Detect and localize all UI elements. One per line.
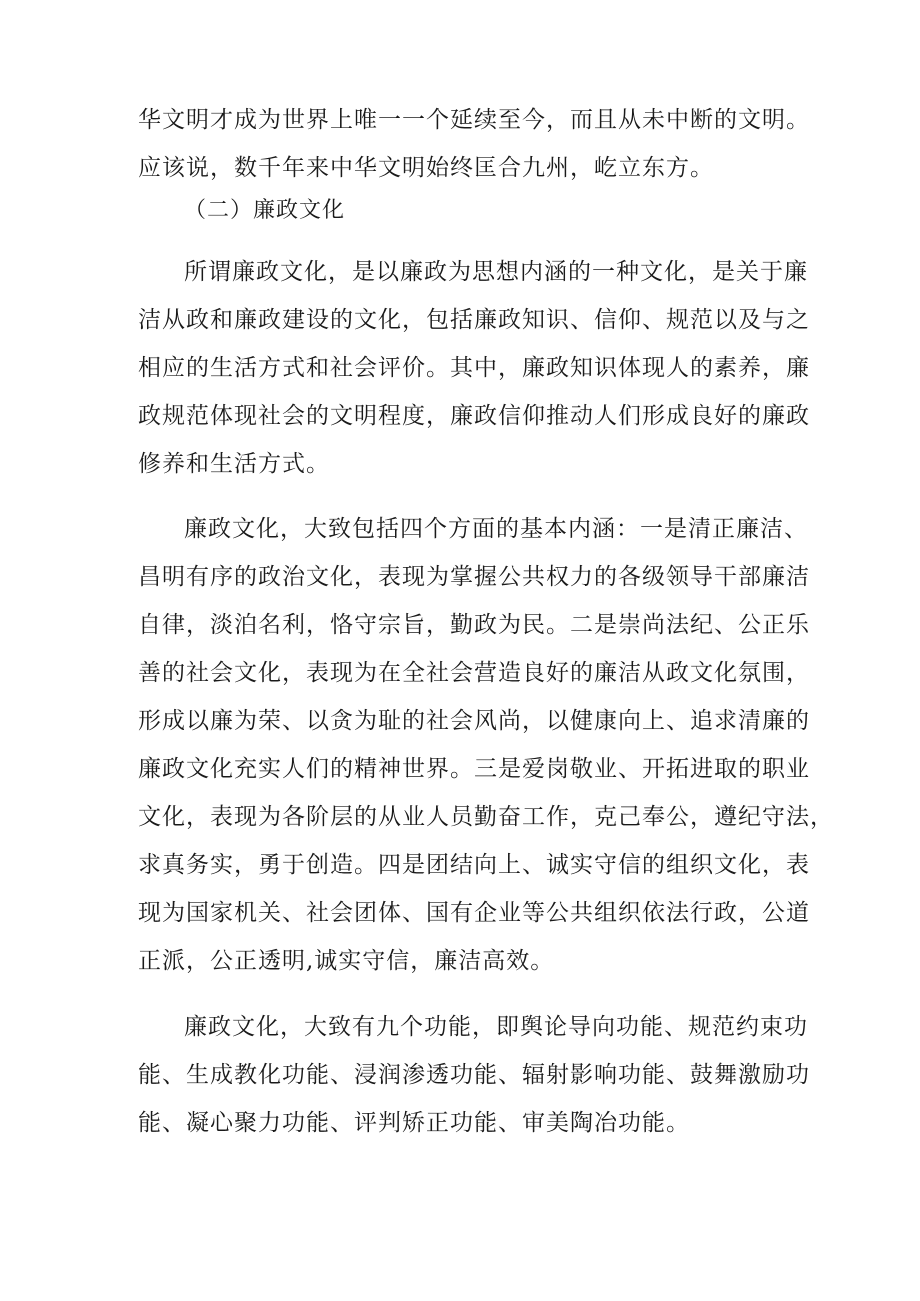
text-line: 廉政文化充实人们的精神世界。三是爱岗敬业、开拓进取的职业 <box>138 756 810 782</box>
text-line: 昌明有序的政治文化，表现为掌握公共权力的各级领导干部廉洁 <box>138 564 810 590</box>
paragraph-functions <box>138 1003 810 1147</box>
text-line: 文化，表现为各阶层的从业人员勤奋工作，克己奉公，遵纪守法， <box>138 804 834 830</box>
text-line: 善的社会文化，表现为在全社会营造良好的廉洁从政文化氛围， <box>138 660 810 686</box>
text-line: 求真务实，勇于创造。四是团结向上、诚实守信的组织文化，表 <box>138 852 810 878</box>
text-line: 政规范体现社会的文明程度，廉政信仰推动人们形成良好的廉政 <box>138 403 810 429</box>
text-line: 自律，淡泊名利，恪守宗旨，勤政为民。二是崇尚法纪、公正乐 <box>138 612 810 638</box>
paragraph-connotations <box>138 505 834 985</box>
text-line: 应该说，数千年来中华文明始终匡合九州，屹立东方。 <box>138 155 714 181</box>
text-line: 形成以廉为荣、以贪为耻的社会风尚，以健康向上、追求清廉的 <box>138 708 810 734</box>
paragraph-continuation <box>138 96 810 192</box>
text-line: 所谓廉政文化，是以廉政为思想内涵的一种文化，是关于廉 <box>184 259 808 285</box>
text-line: 廉政文化，大致有九个功能，即舆论导向功能、规范约束功 <box>184 1014 808 1040</box>
section-heading: （二）廉政文化 <box>184 198 346 223</box>
text-line: 廉政文化，大致包括四个方面的基本内涵：一是清正廉洁、 <box>184 516 808 542</box>
text-line: 洁从政和廉政建设的文化，包括廉政知识、信仰、规范以及与之 <box>138 307 810 333</box>
text-line: 正派，公正透明,诚实守信，廉洁高效。 <box>138 948 555 974</box>
text-line: 能、凝心聚力功能、评判矫正功能、审美陶冶功能。 <box>138 1110 690 1136</box>
paragraph-definition <box>138 248 810 488</box>
text-line: 能、生成教化功能、浸润渗透功能、辐射影响功能、鼓舞激励功 <box>138 1062 810 1088</box>
text-line: 华文明才成为世界上唯一一个延续至今，而且从未中断的文明。 <box>138 107 810 133</box>
text-line: 修养和生活方式。 <box>138 451 330 477</box>
text-line: 相应的生活方式和社会评价。其中，廉政知识体现人的素养，廉 <box>138 355 810 381</box>
text-line: 现为国家机关、社会团体、国有企业等公共组织依法行政，公道 <box>138 900 810 926</box>
